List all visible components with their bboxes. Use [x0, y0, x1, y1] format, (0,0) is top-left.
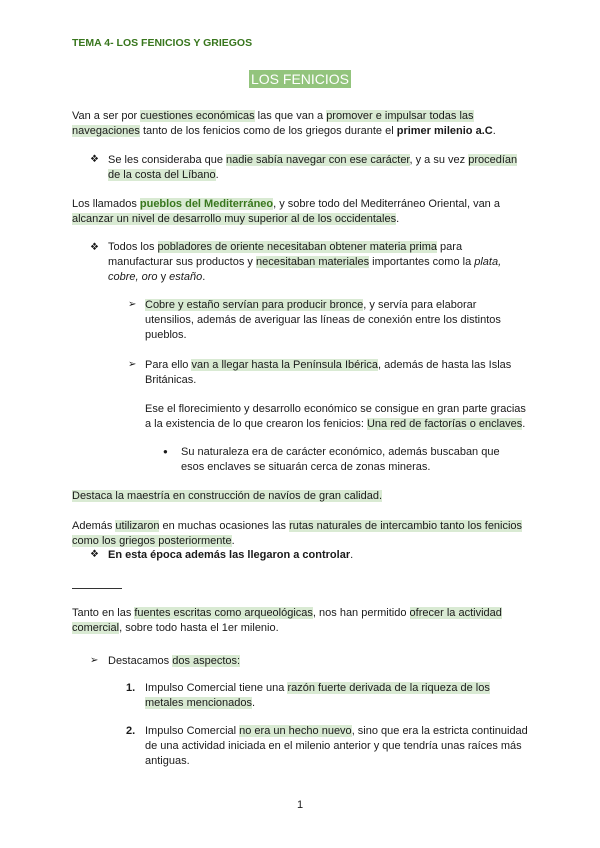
bullet-3: En esta época además las llegaron a controlar.	[108, 549, 354, 561]
arrow-item-2: Para ello van a llegar hasta la Península Ibérica, además de hasta las Islas Británicas.	[145, 359, 512, 386]
dot-item-1: Su naturaleza era de carácter económico, además buscaban que esos enclaves se situarán cerca de zonas mineras.	[181, 446, 500, 473]
page-number: 1	[296, 799, 304, 811]
divider	[72, 588, 122, 589]
bullet-1: Se les consideraba que nadie sabía navegar con ese carácter, y a su vez procedían de la costa del Líbano.	[108, 154, 518, 181]
numbered-item-1: Impulso Comercial tiene una razón fuerte derivada de la riqueza de los metales mencionados.	[145, 682, 490, 709]
arrow-bullet-icon: ➢	[128, 359, 137, 370]
diamond-bullet-icon: ❖	[90, 549, 99, 560]
bullet-2: Todos los pobladores de oriente necesitaban obtener materia prima para manufacturar sus productos y necesitaban materiales importantes como la plata, cobre, oro y estaño.	[108, 241, 502, 283]
document-header: TEMA 4- LOS FENICIOS Y GRIEGOS	[72, 37, 253, 49]
paragraph-4: Destaca la maestría en construcción de navíos de gran calidad.	[72, 490, 383, 502]
arrow-bullet-icon: ➢	[90, 655, 99, 666]
list-number: 1.	[126, 682, 136, 694]
paragraph-1: Van a ser por cuestiones económicas las que van a promover e impulsar todas las navegaciones tanto de los fenicios como de los griegos durante el primer milenio a.C.	[72, 110, 496, 137]
arrow-item-3: Destacamos dos aspectos:	[108, 655, 241, 667]
page-title: LOS FENICIOS	[250, 71, 350, 87]
list-number: 2.	[126, 725, 136, 737]
diamond-bullet-icon: ❖	[90, 242, 99, 253]
arrow-bullet-icon: ➢	[128, 299, 137, 310]
paragraph-3: Ese el florecimiento y desarrollo económico se consigue en gran parte gracias a la existencia de lo que crearon los fenicios: Una red de factorías o enclaves.	[145, 403, 526, 430]
paragraph-2: Los llamados pueblos del Mediterráneo, y sobre todo del Mediterráneo Oriental, van a alcanzar un nivel de desarrollo muy superior al de los occidentales.	[72, 198, 500, 225]
paragraph-6: Tanto en las fuentes escritas como arqueológicas, nos han permitido ofrecer la actividad comercial, sobre todo hasta el 1er milenio.	[72, 607, 502, 634]
paragraph-5: Además utilizaron en muchas ocasiones las rutas naturales de intercambio tanto los fenicios como los griegos posteriormente.	[72, 520, 523, 547]
arrow-item-1: Cobre y estaño servían para producir bronce, y servía para elaborar utensilios, además de averiguar las líneas de conexión entre los distintos pueblos.	[145, 299, 501, 341]
diamond-bullet-icon: ❖	[90, 154, 99, 165]
dot-bullet-icon: ●	[163, 447, 168, 456]
numbered-item-2: Impulso Comercial no era un hecho nuevo, sino que era la estricta continuidad de una actividad iniciada en el milenio anterior y que tendría unas raíces más antiguas.	[145, 725, 528, 767]
